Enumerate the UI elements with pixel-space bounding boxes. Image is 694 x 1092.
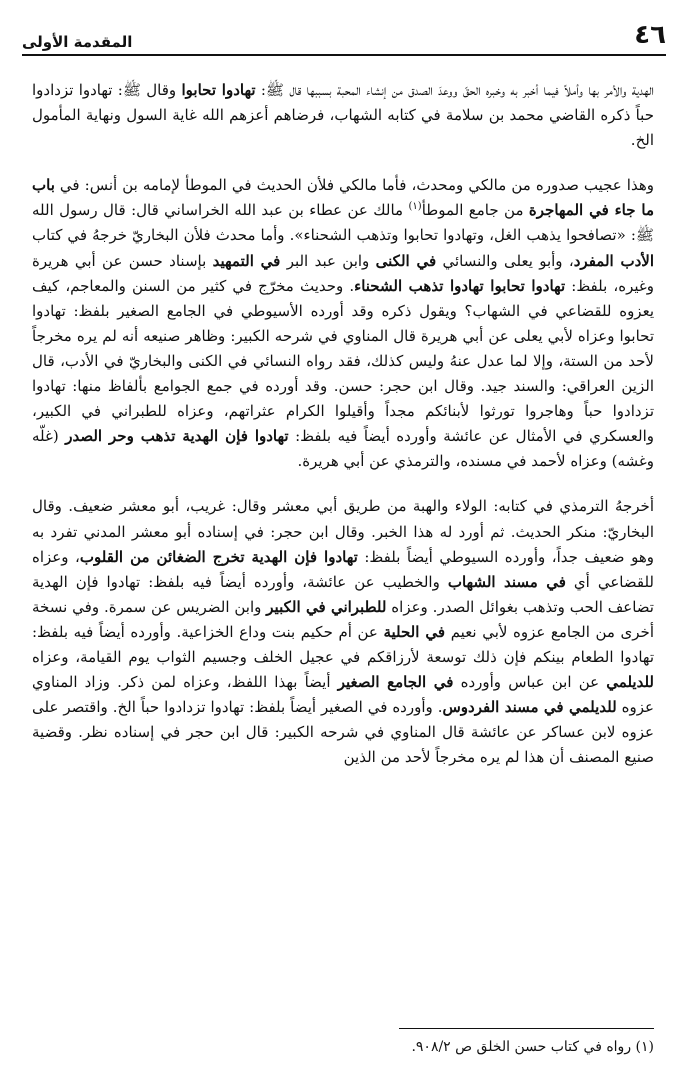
text-run: (غلّه وغشه) وعزاه لأحمد في مسنده، والترمذي عن أبي هريرة.	[32, 427, 654, 471]
footnote-marker: (١)	[408, 201, 422, 213]
text-run: وابن الضريس عن سمرة. وفي نسخة أخرى من الجامع عزوه لأبي نعيم	[32, 597, 654, 641]
text-run: عن ابن عباس وأورده	[453, 673, 607, 692]
text-run: وقال ﷺ: تهادوا تزدادوا حباً ذكره القاضي محمد بن سلامة في كتابه الشهاب، فرضاهم أعزهم الله غاية السول ونهاية المأمول الخ.	[32, 81, 654, 150]
bold-text: في الجامع الصغير	[337, 673, 454, 692]
bold-text: للطبراني في الكبير	[266, 597, 387, 616]
bold-text: في مسند الشهاب	[447, 572, 566, 591]
text-run: . وأورده في الصغير أيضاً بلفظ: تهادوا تزدادوا حباً الخ. واقتصر على عزوه لابن عساكر عن عائشة قال المناوي في شرحه الكبير: قال ابن حجر في إسناده نظر. وقضية صنيع المصنف أن هذا لم يره مخرجاً لأحد من الذين	[32, 698, 654, 767]
text-run: ، وعزاه للقضاعي أي	[32, 547, 654, 591]
text-run: . وحديث مخرّج في كثير من السنن والمعاجم، كيف يعزوه للقضاعي في الشهاب؟ ويقول ذكره وقد أورده الأسيوطي في الجامع الصغير بلفظ: تهادوا تحابوا وعزاه لأبي يعلى عن أبي هريرة قال المناوي في شرحه الكبير: وظاهر صنيعه أنه لم يره مخرجاً لأحد من الستة، وإلا لما عدل عنهُ وليس كذلك، فقد رواه النسائي في الكنى والبخاريّ في الأدب، قال الزين العراقي: والسند جيد. وقال ابن حجر: حسن. وقد أورده في جمع الجوامع بألفاظ منها: تهادوا تزدادوا حباً وهاجروا تورثوا لأبنائكم مجداً وأقيلوا الكرام عثراتهم، وعزاه للطبراني في الكبير، والعسكري في الأمثال عن عائشة وأورده أيضاً فيه بلفظ:	[32, 276, 655, 446]
text-run: مالك عن عطاء بن عبد الله الخراساني قال: قال رسول الله ﷺ: «تصافحوا يذهب الغل، وتهادوا تحابوا وتذهب الشحناء». وأما محدث فلأن البخاريّ خرجهُ في كتاب	[32, 201, 654, 245]
text-run: أيضاً بهذا اللفظ، وعزاه لمن ذكر. وزاد المناوي عزوه	[32, 673, 655, 717]
text-run: وهذا عجيب صدوره من مالكي ومحدث، فأما مالكي فلأن الحديث في الموطأ لإمامه بن أنس: في	[54, 176, 654, 195]
bold-text: تهادوا فإن الهدية تذهب وحر الصدر	[65, 427, 289, 446]
text-run: أخرجهُ الترمذي في كتابه: الولاء والهبة من طريق أبي معشر وقال: غريب، أبو معشر ضعيف. وقال البخاريّ: منكر الحديث. ثم أورد له هذا الخبر. وقال ابن حجر: في إسناده أبو معشر المدني تفرد به وهو ضعيف جداً، وأورده السيوطي أيضاً بلفظ:	[32, 497, 654, 566]
bold-text: في الكنى	[375, 251, 437, 270]
bold-text: الأدب المفرد	[573, 251, 655, 270]
running-title: المقدمة الأولى	[22, 33, 133, 51]
bold-text: في التمهيد	[212, 251, 281, 270]
page-body	[32, 78, 654, 770]
text-run: الهدية والأمر بها وأملاً فيما أخبر به وخبره الحقّ ووعدَ الصدق من إنشاء المحبة بسببها قال ﷺ:	[255, 81, 654, 99]
text-run: عن أم حكيم بنت وداع الخزاعية. وأورده أيضاً فيه بلفظ: تهادوا الطعام بينكم فإن ذلك توسعة لأرزاقكم في عجيل الخلف وجسيم الثواب يوم القيامة، وعزاه	[32, 622, 654, 666]
bold-text: باب ما جاء في المهاجرة	[32, 176, 654, 220]
bold-text: تهادوا تحابوا	[181, 81, 256, 99]
bold-text: للديلمي	[606, 673, 654, 692]
text-run: بإسناد حسن عن أبي هريرة وغيره، بلفظ:	[32, 251, 655, 295]
bold-text: في الحلية	[383, 622, 446, 641]
text-run: من جامع الموطأ	[421, 201, 529, 220]
page-header	[22, 18, 666, 56]
bold-text: تهادوا تحابوا تهادوا تذهب الشحناء	[354, 276, 566, 295]
text-run: ، وأبو يعلى والنسائي	[436, 251, 574, 270]
paragraph-2	[32, 173, 654, 474]
bold-text: للديلمي في مسند الفردوس	[442, 698, 617, 717]
text-run: والخطيب عن عائشة، وأورده أيضاً فيه بلفظ: تهادوا فإن الهدية تضاعف الحب وتذهب بغوائل الصدر. وعزاه	[32, 572, 654, 616]
footnote: (١) رواه في كتاب حسن الخلق ص ٩٠٨/٢.	[411, 1039, 654, 1055]
bold-text: تهادوا فإن الهدية تخرج الضغائن من القلوب	[79, 547, 358, 566]
text-run: وابن عبد البر	[280, 251, 376, 270]
footnote-rule	[399, 1028, 654, 1029]
paragraph-1	[32, 78, 654, 153]
paragraph-3	[32, 494, 654, 770]
page-number: ٤٦	[634, 20, 666, 50]
